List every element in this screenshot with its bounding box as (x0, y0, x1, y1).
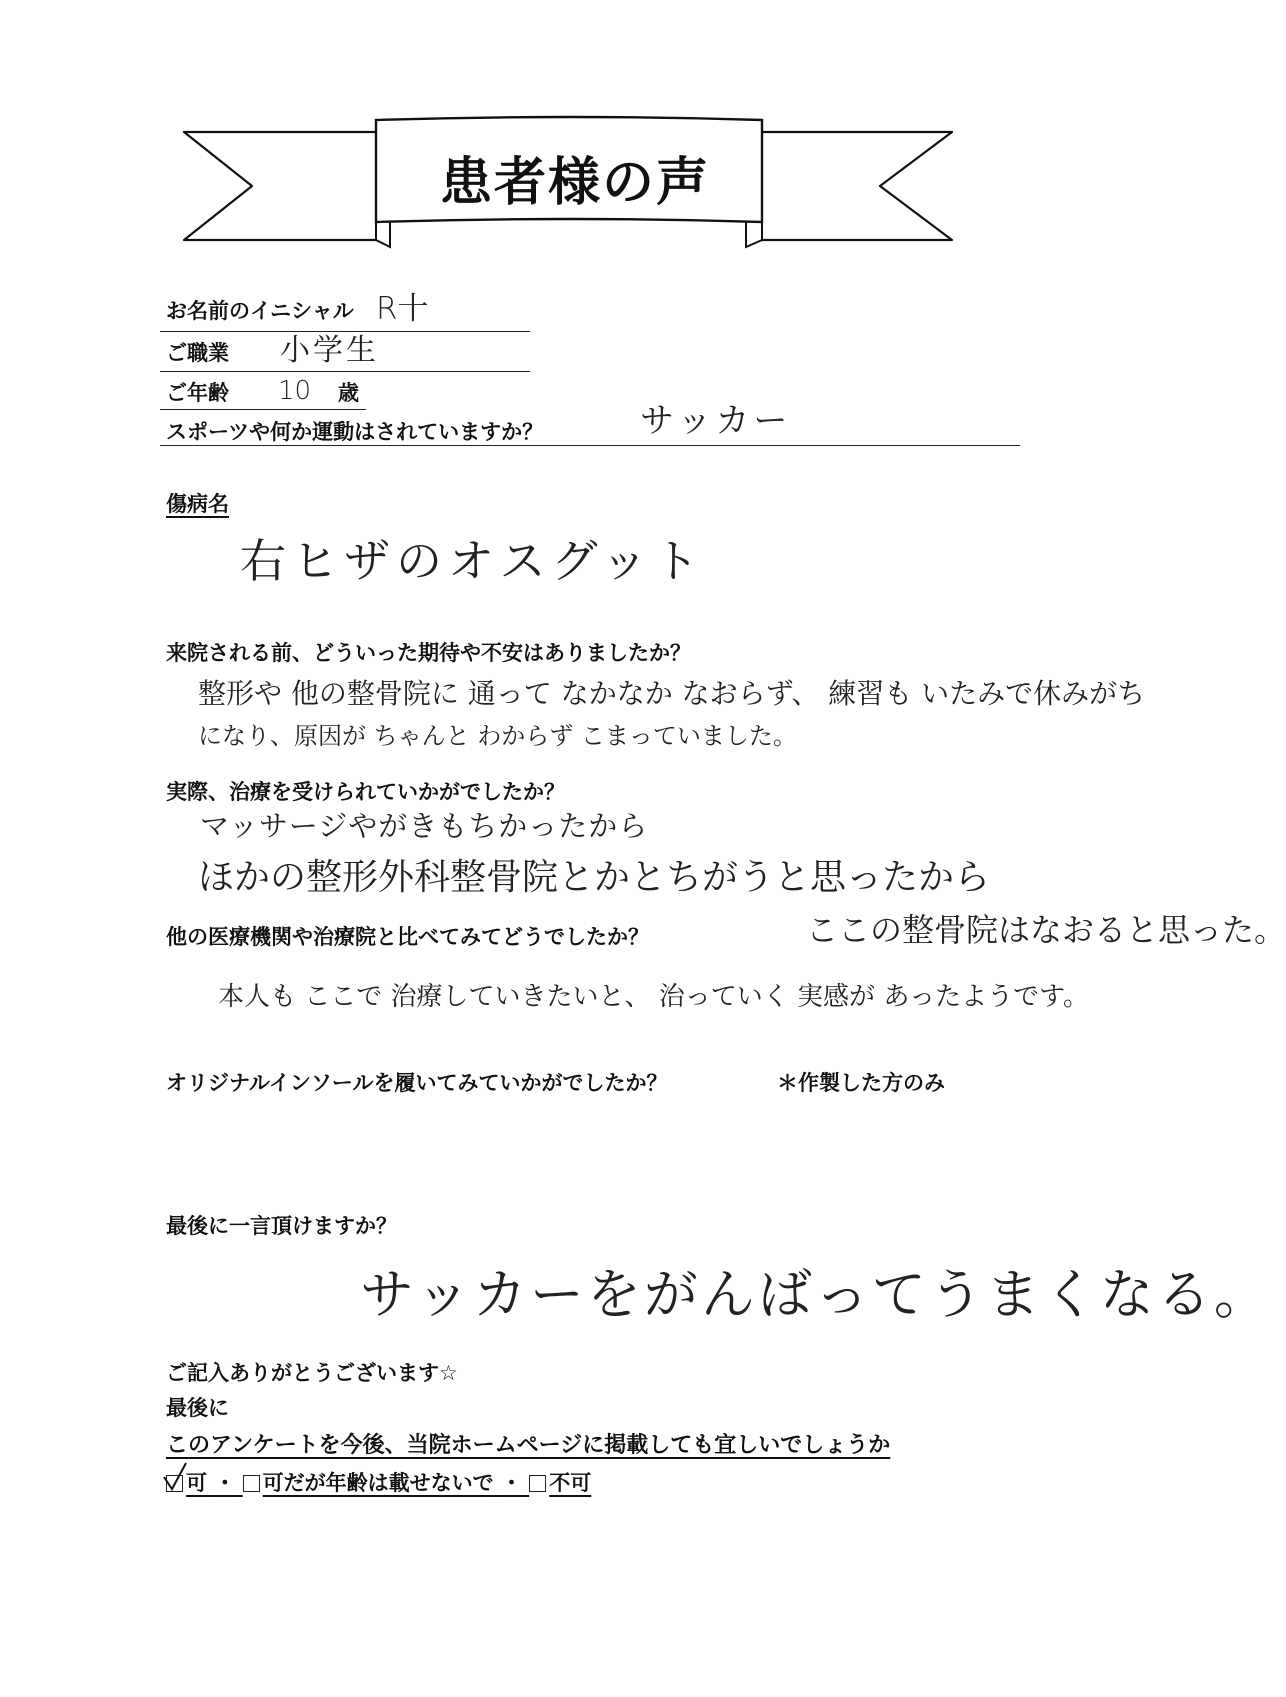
check-mark-icon (162, 1463, 188, 1493)
q-compare-answer: 本人も ここで 治療していきたいと、 治っていく 実感が あったようです。 (218, 982, 1089, 1012)
initials-value: R十 (376, 291, 429, 327)
q-actual-label: 実際、治療を受けられていかがでしたか？ (166, 780, 565, 804)
consent-question: このアンケートを今後、当院ホームページに掲載しても宜しいでしょうか (166, 1433, 891, 1458)
q-last-answer: サッカーをがんばってうまくなる。 (360, 1263, 1271, 1326)
sports-rule (160, 445, 1020, 446)
job-label: ご職業 (166, 341, 229, 365)
q-compare-label: 他の医療機関や治療院と比べてみてどうでしたか？ (166, 925, 649, 949)
option-no[interactable] (529, 1471, 591, 1495)
q-before-answer-line2: になり、原因が ちゃんと わからず こまっていました。 (198, 722, 797, 750)
sports-label: スポーツや何か運動はされていますか？ (166, 420, 544, 444)
q-before-answer-line1: 整形や 他の整骨院に 通って なかなか なおらず、 練習も いたみで休みがち (198, 677, 1146, 710)
option-no-label: 不可 (549, 1471, 592, 1495)
consent-options (166, 1473, 591, 1494)
initials-rule (160, 331, 530, 332)
q-actual-answer-line2: ほかの整形外科整骨院とかとちがうと思ったから (198, 857, 991, 898)
job-value: 小学生 (280, 333, 379, 368)
job-rule (160, 371, 530, 372)
q-before-label: 来院される前、どういった期待や不安はありましたか？ (166, 641, 691, 665)
age-label: ご年齢 (166, 381, 229, 405)
initials-label: お名前のイニシャル (166, 299, 354, 323)
age-unit: 歳 (338, 381, 359, 405)
option-ok-no-age[interactable] (243, 1471, 501, 1495)
q-last-label: 最後に一言頂けますか？ (166, 1214, 397, 1238)
q-insole-label: オリジナルインソールを履いてみていかがでしたか？ (166, 1071, 668, 1095)
option-no-checkbox[interactable] (529, 1475, 546, 1492)
option-separator-1: ・ (214, 1471, 236, 1495)
q-insole-note: ＊作製した方のみ (777, 1071, 945, 1095)
finally-text: 最後に (166, 1396, 229, 1420)
option-separator-2: ・ (500, 1471, 522, 1495)
age-rule (160, 409, 366, 410)
option-ok-no-age-label: 可だが年齢は載せないで (262, 1471, 494, 1495)
injury-value: 右ヒザのオスグット (240, 534, 706, 588)
injury-label: 傷病名 (166, 492, 229, 516)
age-value: 10 (278, 376, 312, 406)
q-actual-answer-line3: ここの整骨院はなおると思った。 (806, 911, 1286, 949)
sports-value: サッカー (640, 401, 792, 441)
option-ok[interactable] (166, 1471, 214, 1495)
option-ok-label: 可 (186, 1471, 207, 1495)
option-ok-no-age-checkbox[interactable] (243, 1475, 260, 1492)
thanks-text: ご記入ありがとうございます☆ (166, 1361, 458, 1385)
q-actual-answer-line1: マッサージやがきもちかったから (200, 809, 649, 843)
page-title: 患者様の声 (440, 153, 711, 213)
